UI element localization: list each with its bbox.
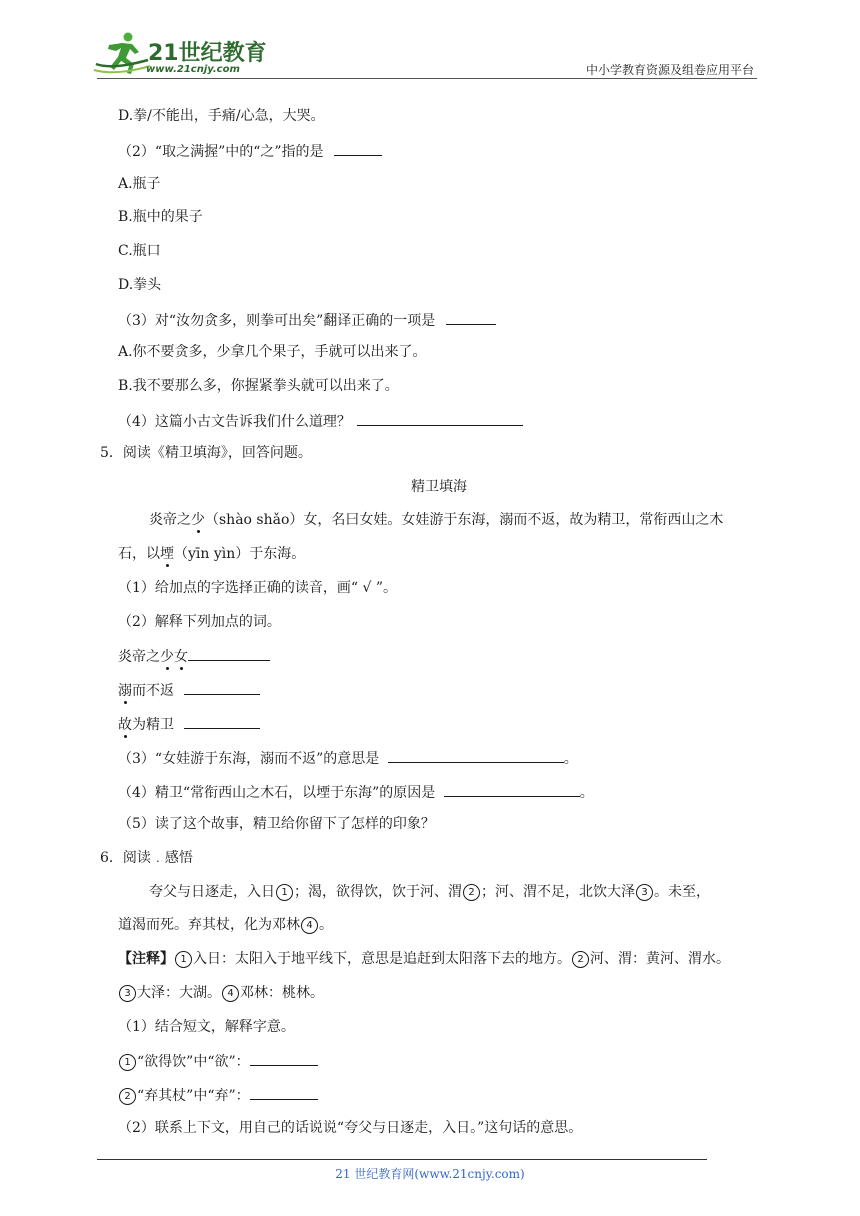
answer-blank <box>250 1050 318 1066</box>
question-line: （2）“取之满握”中的“之”指的是 <box>118 140 382 162</box>
question-line: （3）对“汝勿贪多，则拳可出矣”翻译正确的一项是 <box>118 309 496 331</box>
note-marker: 3 <box>119 985 136 1002</box>
note-marker: 4 <box>301 917 318 934</box>
note-marker: 1 <box>175 951 192 968</box>
question-line: （4）精卫“常衔西山之木石，以堙于东海”的原因是 。 <box>118 781 594 803</box>
answer-blank <box>446 309 496 325</box>
option-line: A.瓶子 <box>118 176 161 192</box>
option-line: C.瓶口 <box>118 243 161 259</box>
answer-blank <box>250 1084 318 1100</box>
note-marker: 4 <box>222 985 239 1002</box>
question-line: （1）结合短文，解释字意。 <box>118 1019 295 1035</box>
passage-line: 炎帝之少（shào shǎo）女，名曰女娃。女娃游于东海，溺而不返，故为精卫，常衔西山之木 <box>149 512 724 528</box>
answer-blank <box>388 747 564 763</box>
dotted-char: 少 <box>160 649 174 665</box>
annotation-line: 3 大泽：大湖。 4 邓林：桃林。 <box>118 983 324 1003</box>
note-marker: 2 <box>463 884 480 901</box>
word-line: 溺而不返 <box>118 679 260 701</box>
dotted-char: 女 <box>174 649 188 665</box>
dotted-char: 堙 <box>160 546 174 562</box>
answer-blank <box>334 140 382 156</box>
dotted-char: 故 <box>118 717 132 733</box>
site-logo <box>92 30 267 80</box>
note-marker: 3 <box>636 884 653 901</box>
word-line: 1 “欲得饮”中“欲”： <box>118 1050 318 1072</box>
passage-line: 夸父与日逐走，入日 1 ；渴，欲得饮，饮于河、渭 2 ；河、渭不足，北饮大泽 3 。未至， <box>149 884 710 900</box>
annotation-line: 【注释】 1 入日：太阳入于地平线下，意思是追赶到太阳落下去的地方。 2 河、渭：黄河、渭水。 <box>118 951 730 967</box>
question-line: （5）读了这个故事，精卫给你留下了怎样的印象？ <box>118 816 435 832</box>
passage-line: 石，以堙（yīn yìn）于东海。 <box>118 546 306 562</box>
question-heading: 5．阅读《精卫填海》，回答问题。 <box>100 445 312 461</box>
question-line: （1）给加点的字选择正确的读音，画“ √ ”。 <box>118 580 398 596</box>
platform-name: 中小学教育资源及组卷应用平台 <box>585 63 754 77</box>
dotted-char: 少 <box>191 512 205 528</box>
passage-title: 精卫填海 <box>411 479 467 495</box>
question-line: （2）解释下列加点的词。 <box>118 614 281 630</box>
option-line: A.你不要贪多，少拿几个果子，手就可以出来了。 <box>118 344 427 360</box>
answer-blank <box>357 410 523 426</box>
dotted-char: 溺 <box>118 683 132 699</box>
option-line: D.拳头 <box>118 277 162 293</box>
question-heading: 6．阅读﹒感悟 <box>100 850 193 866</box>
question-line: （3）“女娃游于东海，溺而不返”的意思是 。 <box>118 747 578 769</box>
question-line: （4）这篇小古文告诉我们什么道理？ <box>118 410 523 432</box>
logo-text: 21世纪教育 <box>148 41 267 66</box>
option-line: D.拳/不能出，手痛/心急，大哭。 <box>118 108 325 124</box>
note-marker: 2 <box>119 1088 136 1105</box>
note-marker: 1 <box>119 1054 136 1071</box>
answer-blank <box>188 645 270 661</box>
word-line: 故为精卫 <box>118 713 260 735</box>
answer-blank <box>184 713 260 729</box>
option-line: B.瓶中的果子 <box>118 209 203 225</box>
note-marker: 2 <box>572 951 589 968</box>
option-line: B.我不要那么多，你握紧拳头就可以出来了。 <box>118 378 399 394</box>
footer-divider <box>97 1159 707 1160</box>
question-line: （2）联系上下文，用自己的话说说“夸父与日逐走，入日。”这句话的意思。 <box>118 1120 583 1136</box>
header-divider <box>97 78 757 79</box>
runner-logo-icon <box>92 30 152 78</box>
logo-url: www.21cnjy.com <box>146 64 240 75</box>
passage-line: 道渴而死。弃其杖，化为邓林 4 。 <box>118 917 333 933</box>
word-line: 炎帝之少女 <box>118 645 270 667</box>
page-header <box>0 0 860 80</box>
note-marker: 1 <box>276 884 293 901</box>
word-line: 2 “弃其杖”中“弃”： <box>118 1084 318 1106</box>
answer-blank <box>444 781 580 797</box>
page-footer: 21 世纪教育网(www.21cnjy.com) <box>335 1167 525 1181</box>
answer-blank <box>184 679 260 695</box>
